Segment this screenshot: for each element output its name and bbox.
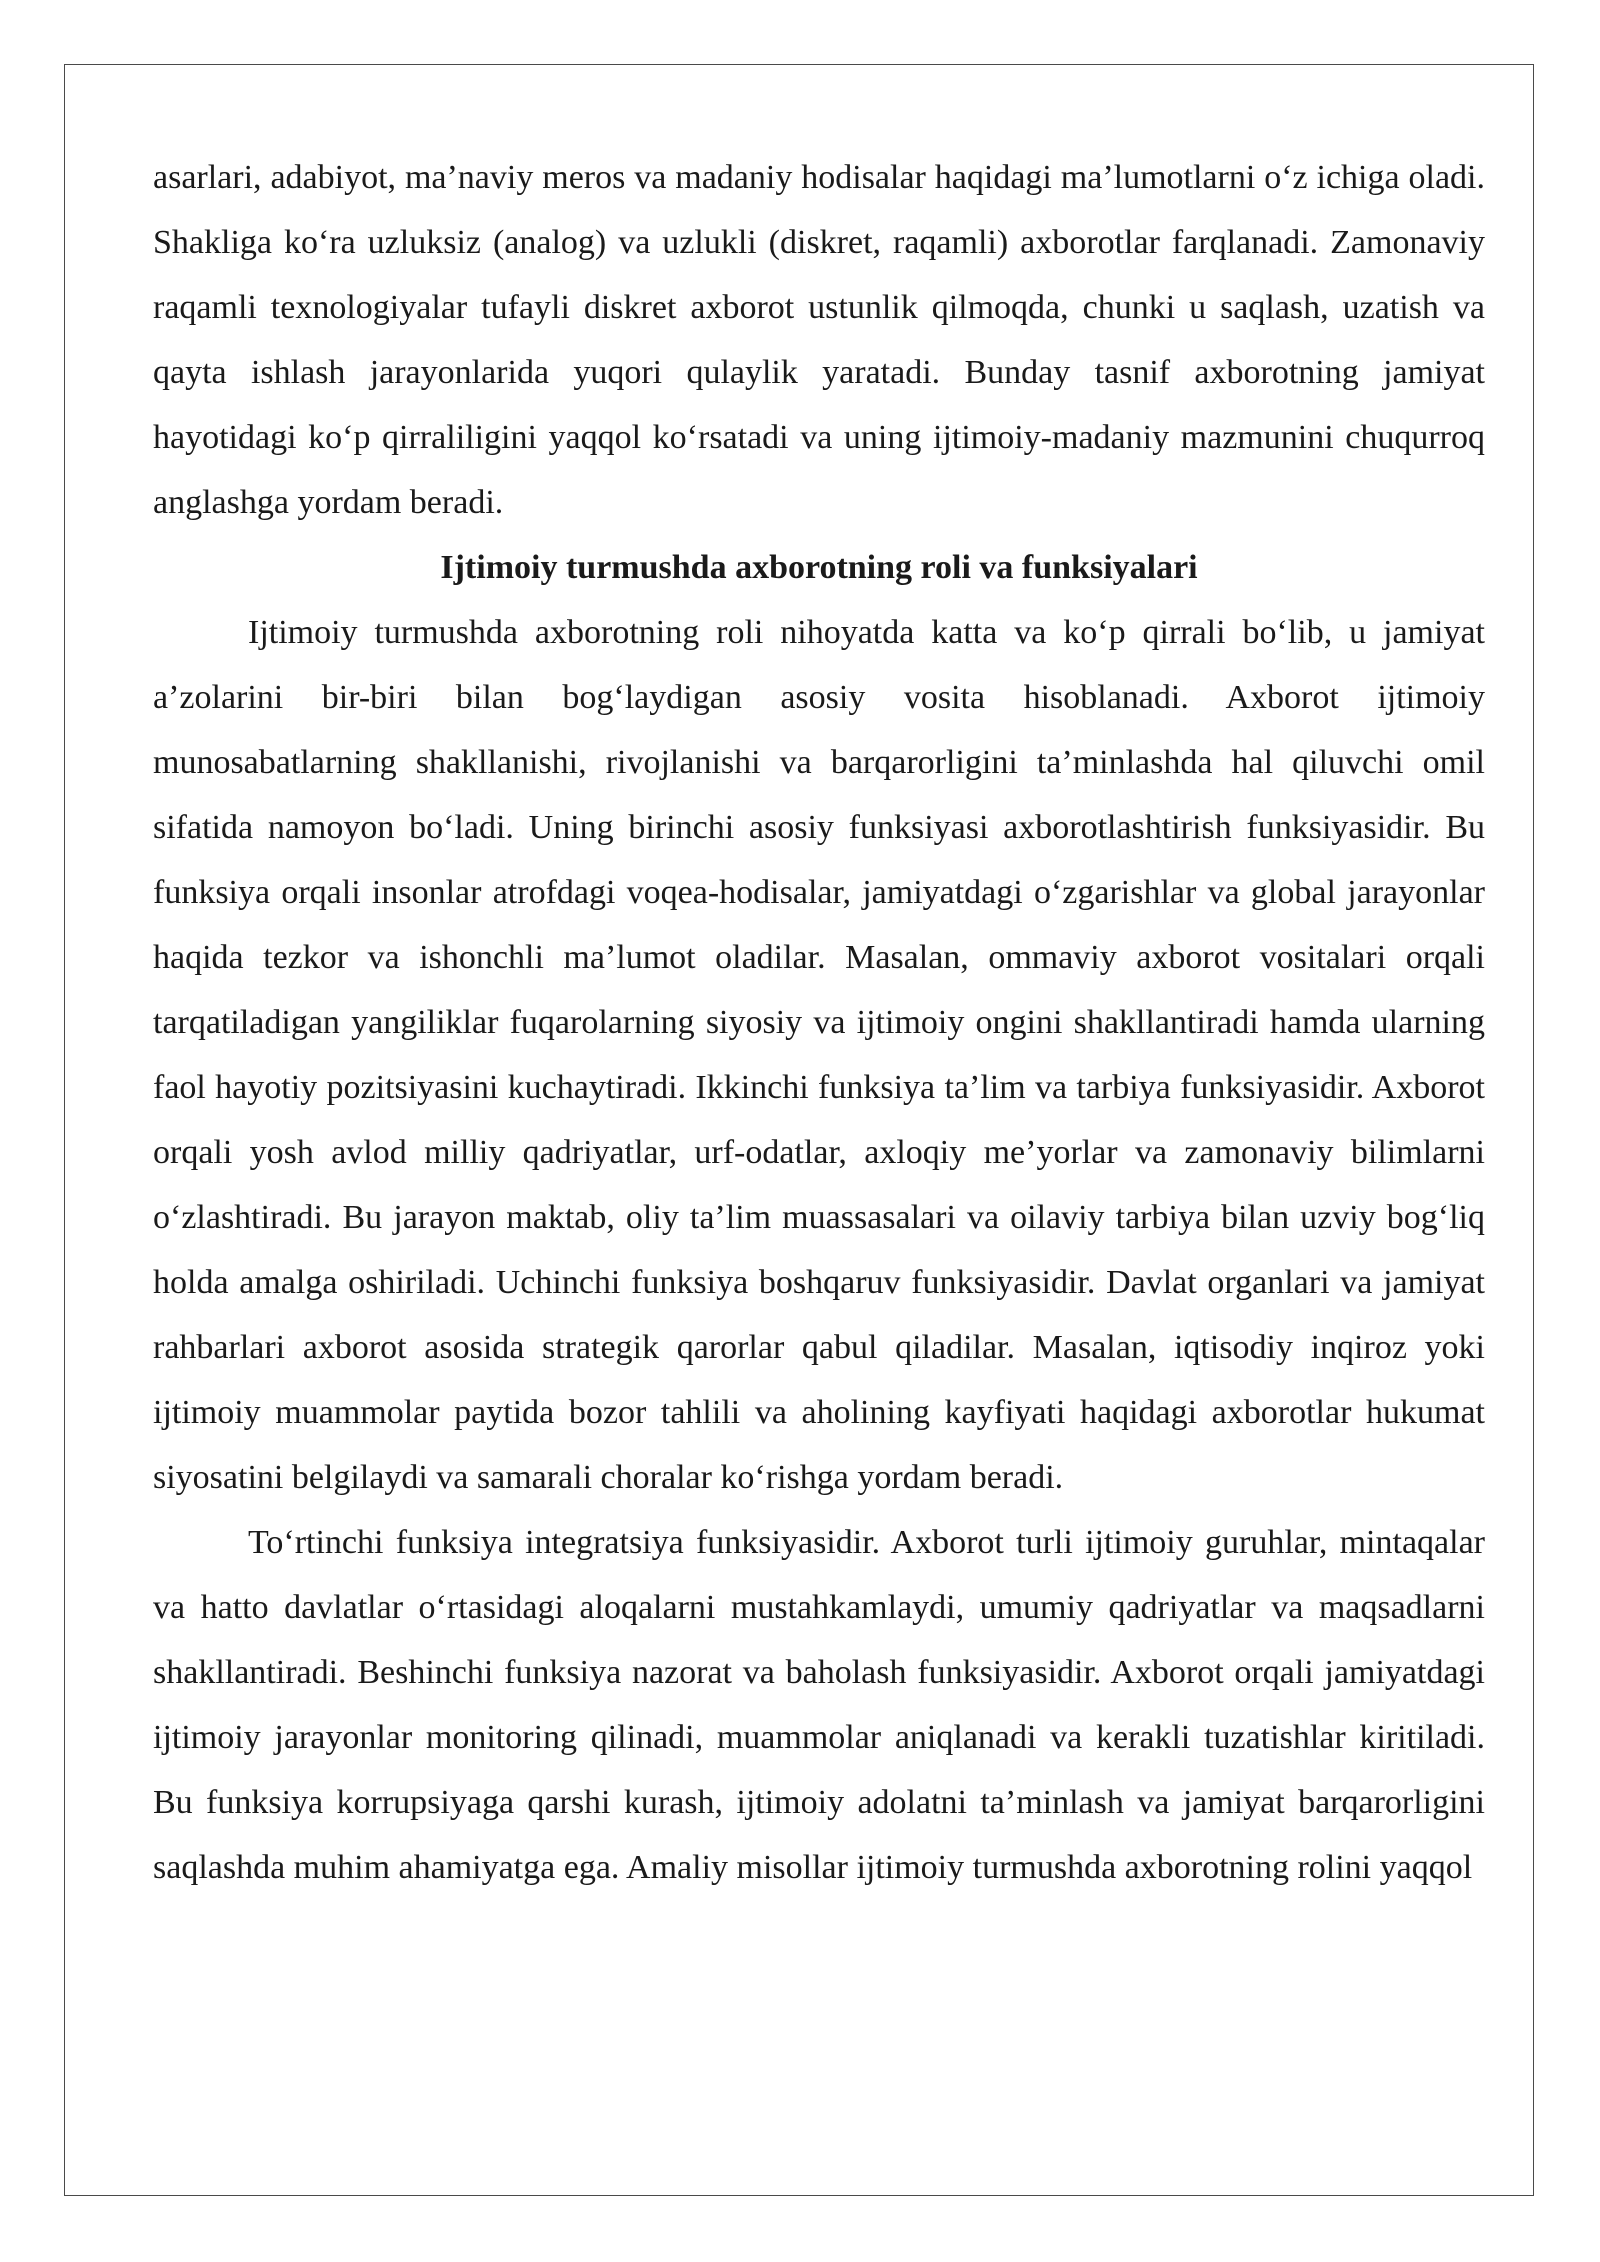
document-body — [153, 145, 1485, 1900]
paragraph-1: Ijtimoiy turmushda axborotning roli nihoyatda katta va ko‘p qirrali bo‘lib, u jamiyat a’zolarini bir-biri bilan bog‘laydigan asosiy vosita hisoblanadi. Axborot ijtimoiy munosabatlarning shakllanishi, rivojlanishi va barqarorligini ta’minlashda hal qiluvchi omil sifatida namoyon bo‘ladi. Uning birinchi asosiy funksiyasi axborotlashtirish funksiyasidir. Bu funksiya orqali insonlar atrofdagi voqea-hodisalar, jamiyatdagi o‘zgarishlar va global jarayonlar haqida tezkor va ishonchli ma’lumot oladilar. Masalan, ommaviy axborot vositalari orqali tarqatiladigan yangiliklar fuqarolarning siyosiy va ijtimoiy ongini shakllantiradi hamda ularning faol hayotiy pozitsiyasini kuchaytiradi. Ikkinchi funksiya ta’lim va tarbiya funksiyasidir. Axborot orqali yosh avlod milliy qadriyatlar, urf-odatlar, axloqiy me’yorlar va zamonaviy bilimlarni o‘zlashtiradi. Bu jarayon maktab, oliy ta’lim muassasalari va oilaviy tarbiya bilan uzviy bog‘liq holda amalga oshiriladi. Uchinchi funksiya boshqaruv funksiyasidir. Davlat organlari va jamiyat rahbarlari axborot asosida strategik qarorlar qabul qiladilar. Masalan, iqtisodiy inqiroz yoki ijtimoiy muammolar paytida bozor tahlili va aholining kayfiyati haqidagi axborotlar hukumat siyosatini belgilaydi va samarali choralar ko‘rishga yordam beradi. — [153, 614, 1485, 1496]
paragraph-continuation: asarlari, adabiyot, ma’naviy meros va madaniy hodisalar haqidagi ma’lumotlarni o‘z ichiga oladi. Shakliga ko‘ra uzluksiz (analog) va uzlukli (diskret, raqamli) axborotlar farqlanadi. Zamonaviy raqamli texnologiyalar tufayli diskret axborot ustunlik qilmoqda, chunki u saqlash, uzatish va qayta ishlash jarayonlarida yuqori qulaylik yaratadi. Bunday tasnif axborotning jamiyat hayotidagi ko‘p qirraliligini yaqqol ko‘rsatadi va uning ijtimoiy-madaniy mazmunini chuqurroq anglashga yordam beradi. — [153, 159, 1485, 521]
section-heading: Ijtimoiy turmushda axborotning roli va funksiyalari — [440, 549, 1198, 586]
paragraph-2: To‘rtinchi funksiya integratsiya funksiyasidir. Axborot turli ijtimoiy guruhlar, mintaqalar va hatto davlatlar o‘rtasidagi aloqalarni mustahkamlaydi, umumiy qadriyatlar va maqsadlarni shakllantiradi. Beshinchi funksiya nazorat va baholash funksiyasidir. Axborot orqali jamiyatdagi ijtimoiy jarayonlar monitoring qilinadi, muammolar aniqlanadi va kerakli tuzatishlar kiritiladi. Bu funksiya korrupsiyaga qarshi kurash, ijtimoiy adolatni ta’minlash va jamiyat barqarorligini saqlashda muhim ahamiyatga ega. Amaliy misollar ijtimoiy turmushda axborotning rolini yaqqol — [153, 1524, 1485, 1886]
